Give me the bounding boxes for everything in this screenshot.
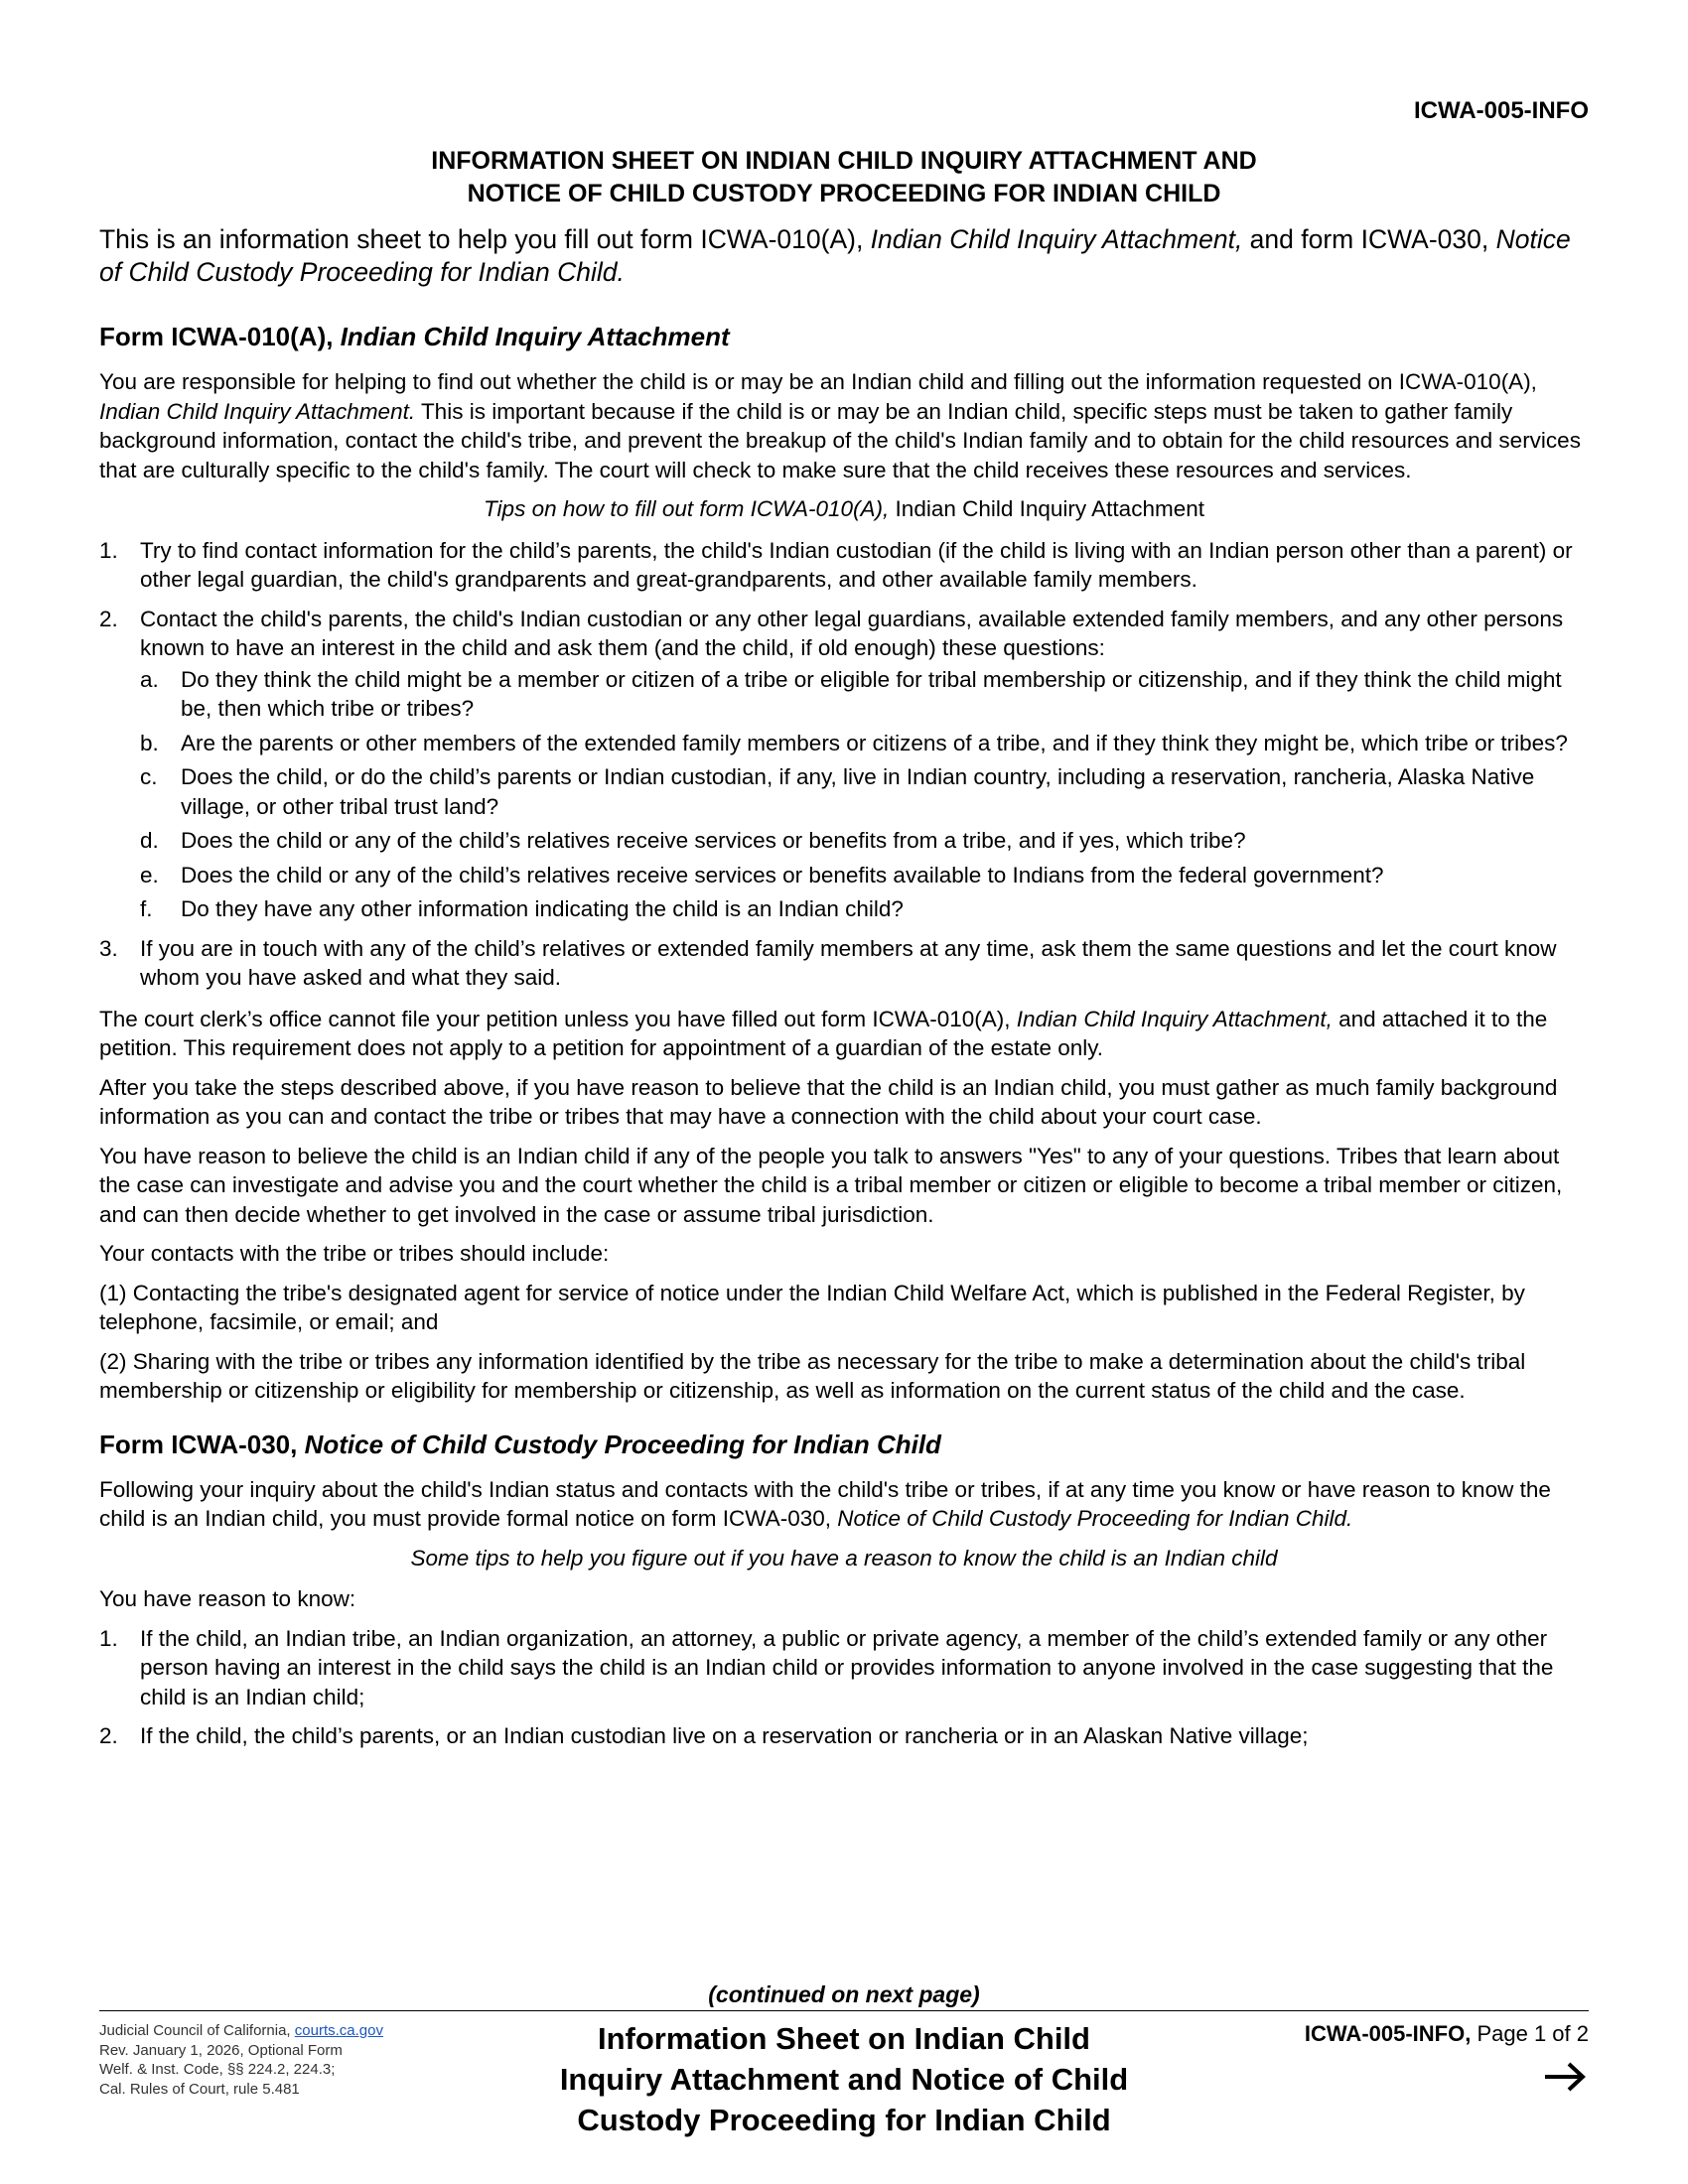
list-item	[99, 1721, 1589, 1751]
footer-form-id: ICWA-005-INFO,	[1304, 2021, 1472, 2046]
reasons-list	[99, 1624, 1589, 1751]
title-line-2: NOTICE OF CHILD CUSTODY PROCEEDING FOR INDIAN CHILD	[467, 180, 1221, 207]
right-arrow-icon	[1539, 2057, 1589, 2097]
paragraph: You have reason to believe the child is an Indian child if any of the people you talk to answers "Yes" to any of your questions. Tribes that learn about the case can investigate and advise you and the court whether the child is a tribal member or citizen or eligible to become a tribal member or citizen, and can then decide whether to get involved in the case or assume tribal jurisdiction.	[99, 1143, 1563, 1227]
page-number: Page 1 of 2	[1471, 2021, 1589, 2046]
list-number: 1.	[99, 537, 118, 563]
list-text: If you are in touch with any of the child’s relatives or extended family members at any time, ask them the same questions and let the court know whom you have asked and what they said.	[140, 935, 1557, 990]
tips-text: Some tips to help you figure out if you have a reason to know the child is an Indian child	[410, 1545, 1278, 1570]
footer-divider	[99, 2010, 1589, 2011]
footer-revision: Rev. January 1, 2026, Optional Form	[99, 2041, 343, 2059]
sub-list-item	[140, 762, 1589, 821]
sub-list-letter: d.	[140, 828, 159, 853]
heading-form-name: Indian Child Inquiry Attachment	[340, 322, 730, 351]
paragraph: (2) Sharing with the tribe or tribes any information identified by the tribe as necessary for the tribe to make a determination about the child's tribal membership or citizenship or eligibility for membership or citizenship, as well as information on the current status of the child and the case.	[99, 1348, 1526, 1403]
footer-code: Welf. & Inst. Code, §§ 224.2, 224.3;	[99, 2061, 336, 2078]
paragraph	[99, 1005, 1589, 1063]
tips-heading	[99, 494, 1589, 524]
tips-form-name: Indian Child Inquiry Attachment	[889, 496, 1204, 521]
paragraph-form-name: Notice of Child Custody Proceeding for Indian Child.	[837, 1506, 1353, 1531]
document-body	[99, 320, 1589, 1763]
council-text: Judicial Council of California,	[99, 2022, 295, 2039]
paragraph: Your contacts with the tribe or tribes should include:	[99, 1241, 610, 1266]
list-text: Contact the child's parents, the child's Indian custodian or any other legal guardians, available extended family members, and any other persons known to have an interest in the child and ask them (and the child, if old enough) these questions:	[140, 606, 1564, 660]
intro-paragraph	[99, 223, 1589, 289]
sub-list-item	[140, 826, 1589, 856]
paragraph-form-name: Indian Child Inquiry Attachment,	[1016, 1006, 1333, 1031]
sub-list-text: Are the parents or other members of the extended family members or citizens of a tribe, and if they think they might be, which tribe or tribes?	[181, 730, 1568, 755]
paragraph	[99, 367, 1589, 484]
sub-list-text: Does the child, or do the child’s parents or Indian custodian, if any, live in Indian country, including a reservation, rancheria, Alaska Native village, or other tribal trust land?	[181, 764, 1535, 819]
footer-page-info	[1231, 2021, 1589, 2047]
sub-list-item	[140, 861, 1589, 890]
footer-title	[457, 2018, 1231, 2140]
list-item	[99, 934, 1589, 993]
heading-text: Form ICWA-010(A),	[99, 322, 341, 351]
paragraph	[99, 1475, 1589, 1534]
sub-list-item	[140, 894, 1589, 924]
paragraph-text: Following your inquiry about the child's Indian status and contacts with the child's tribe or tribes, if at any time you know or have reason to know the child is an Indian child, you must provide formal notice on form ICWA-030,	[99, 1476, 1551, 1531]
list-text: Try to find contact information for the child’s parents, the child's Indian custodian (if the child is living with an Indian person other than a parent) or other legal guardian, the child's grandparents and great-grandparents, and other available family members.	[140, 537, 1573, 592]
steps-list	[99, 536, 1589, 993]
paragraph: (1) Contacting the tribe's designated agent for service of notice under the Indian Child Welfare Act, which is published in the Federal Register, by telephone, facsimile, or email; and	[99, 1280, 1525, 1334]
title-line-1: INFORMATION SHEET ON INDIAN CHILD INQUIRY ATTACHMENT AND	[431, 147, 1257, 175]
sub-list-letter: e.	[140, 862, 159, 887]
sub-list-item	[140, 665, 1589, 724]
section-heading-icwa-010	[99, 320, 1589, 353]
heading-text: Form ICWA-030,	[99, 1429, 305, 1459]
list-number: 1.	[99, 1625, 118, 1651]
sub-list-letter: a.	[140, 666, 159, 692]
footer-council	[99, 2021, 477, 2041]
form-id: ICWA-005-INFO	[1413, 97, 1589, 124]
intro-form-name: Notice of Child Custody Proceeding for Indian Child.	[99, 224, 1571, 287]
list-text: If the child, the child’s parents, or an Indian custodian live on a reservation or rancheria or in an Alaskan Native village;	[140, 1723, 1309, 1748]
paragraph-form-name: Indian Child Inquiry Attachment.	[99, 398, 416, 424]
paragraph-text: This is important because if the child is or may be an Indian child, specific steps must be taken to gather family background information, contact the child's tribe, and prevent the breakup of the child's Indian family and to obtain for the child resources and services that are culturally specific to the child's family. The court will check to make sure that the child receives these resources and services.	[99, 398, 1581, 482]
footer-title-line: Custody Proceeding for Indian Child	[577, 2103, 1111, 2137]
footer-title-line: Information Sheet on Indian Child	[598, 2021, 1090, 2056]
courts-link[interactable]: courts.ca.gov	[294, 2022, 383, 2039]
list-number: 3.	[99, 935, 118, 961]
questions-list	[140, 665, 1589, 924]
sub-list-item	[140, 729, 1589, 758]
list-item	[99, 536, 1589, 595]
sub-list-text: Do they have any other information indicating the child is an Indian child?	[181, 896, 904, 921]
paragraph: After you take the steps described above, if you have reason to believe that the child is an Indian child, you must gather as much family background information as you can and contact the tribe or tribes that may have a connection with the child about your court case.	[99, 1074, 1558, 1129]
list-text: If the child, an Indian tribe, an Indian organization, an attorney, a public or private agency, a member of the child’s extended family or any other person having an interest in the child says the child is an Indian child or provides information to anyone involved in the case suggesting that the child is an Indian child;	[140, 1625, 1554, 1709]
footer-title-line: Inquiry Attachment and Notice of Child	[559, 2062, 1129, 2097]
paragraph-text: and attached it to the petition. This requirement does not apply to a petition for appointment of a guardian of the estate only.	[99, 1006, 1548, 1060]
paragraph-text: The court clerk’s office cannot file your petition unless you have filled out form ICWA-010(A),	[99, 1006, 1017, 1031]
list-item	[99, 1624, 1589, 1712]
list-item	[99, 605, 1589, 924]
sub-list-letter: f.	[140, 896, 153, 921]
footer-citation	[99, 2021, 477, 2099]
paragraph-text: You are responsible for helping to find out whether the child is or may be an Indian child and filling out the information requested on ICWA-010(A),	[99, 369, 1537, 394]
intro-text: This is an information sheet to help you fill out form ICWA-010(A),	[99, 224, 871, 254]
sub-list-letter: c.	[140, 764, 158, 789]
sub-list-letter: b.	[140, 730, 159, 755]
sub-list-text: Does the child or any of the child’s relatives receive services or benefits available to Indians from the federal government?	[181, 862, 1384, 887]
section-heading-icwa-030	[99, 1428, 1589, 1461]
list-number: 2.	[99, 1723, 118, 1748]
tips-heading	[99, 1544, 1589, 1573]
intro-form-name: Indian Child Inquiry Attachment,	[870, 224, 1243, 254]
sub-list-text: Does the child or any of the child’s relatives receive services or benefits from a tribe, and if yes, which tribe?	[181, 828, 1246, 853]
footer-rules: Cal. Rules of Court, rule 5.481	[99, 2080, 300, 2098]
sub-list-text: Do they think the child might be a member or citizen of a tribe or eligible for tribal membership or citizenship, and if they think the child might be, then which tribe or tribes?	[181, 666, 1562, 721]
intro-text: and form ICWA-030,	[1242, 224, 1496, 254]
document-page	[99, 0, 1589, 2184]
list-number: 2.	[99, 606, 118, 631]
continued-note: (continued on next page)	[708, 1981, 980, 2007]
document-title	[99, 145, 1589, 210]
heading-form-name: Notice of Child Custody Proceeding for Indian Child	[304, 1429, 941, 1459]
paragraph: You have reason to know:	[99, 1586, 356, 1611]
tips-text: Tips on how to fill out form ICWA-010(A),	[484, 496, 890, 521]
